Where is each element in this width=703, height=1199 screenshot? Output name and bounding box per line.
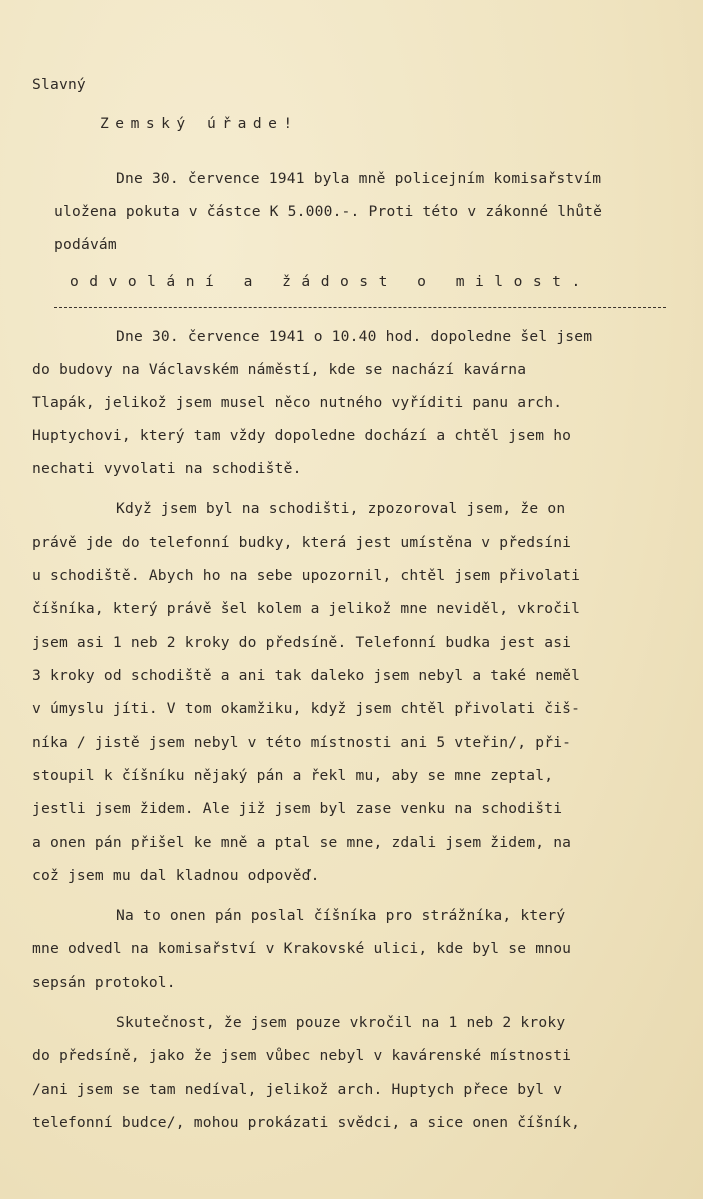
text-line: Tlapák, jelikož jsem musel něco nutného vyříditi panu arch. (32, 394, 563, 411)
text-line: číšníka, který právě šel kolem a jelikož mne neviděl, vkročil (32, 600, 581, 617)
intro-line: uložena pokuta v částce K 5.000.-. Proti této v zákonné lhůtě (54, 203, 603, 220)
text-line: telefonní budce/, mohou prokázati svědci, a sice onen číšník, (32, 1114, 581, 1131)
text-line: /ani jsem se tam nedíval, jelikož arch. Huptych přece byl v (32, 1081, 563, 1098)
text-line: Když jsem byl na schodišti, zpozoroval jsem, že on (116, 500, 566, 517)
text-line: jestli jsem židem. Ale již jsem byl zase venku na schodišti (32, 800, 563, 817)
text-line: sepsán protokol. (32, 974, 176, 991)
text-line: právě jde do telefonní budky, která jest umístěna v předsíni (32, 534, 572, 551)
text-line: nechati vyvolati na schodiště. (32, 460, 302, 477)
text-line: Huptychovi, který tam vždy dopoledne dochází a chtěl jsem ho (32, 427, 572, 444)
separator-line (54, 307, 666, 308)
text-line: Skutečnost, že jsem pouze vkročil na 1 neb 2 kroky (116, 1014, 566, 1031)
text-line: níka / jistě jsem nebyl v této místnosti ani 5 vteřin/, při- (32, 734, 572, 751)
text-line: Na to onen pán poslal číšníka pro strážníka, který (116, 907, 566, 924)
text-line: mne odvedl na komisařství v Krakovské ulici, kde byl se mnou (32, 940, 572, 957)
text-line: v úmyslu jíti. V tom okamžiku, když jsem chtěl přivolati čiš- (32, 700, 581, 717)
text-line: Dne 30. července 1941 o 10.40 hod. dopoledne šel jsem (116, 328, 593, 345)
text-line: u schodiště. Abych ho na sebe upozornil, chtěl jsem přivolati (32, 567, 581, 584)
text-line: stoupil k číšníku nějaký pán a řekl mu, aby se mne zeptal, (32, 767, 554, 784)
text-line: 3 kroky od schodiště a ani tak daleko jsem nebyl a také neměl (32, 667, 581, 684)
text-line: do předsíně, jako že jsem vůbec nebyl v kavárenské místnosti (32, 1047, 572, 1064)
salutation: Slavný (32, 76, 86, 93)
text-line: do budovy na Václavském náměstí, kde se nachází kavárna (32, 361, 527, 378)
intro-line: Dne 30. července 1941 byla mně policejním komisařstvím (116, 170, 602, 187)
text-line: a onen pán přišel ke mně a ptal se mne, zdali jsem židem, na (32, 834, 572, 851)
heading: odvolání a žádost o milost. (70, 273, 591, 290)
addressee: Zemský úřade! (100, 115, 299, 132)
intro-line: podávám (54, 236, 117, 253)
text-line: což jsem mu dal kladnou odpověď. (32, 867, 320, 884)
text-line: jsem asi 1 neb 2 kroky do předsíně. Telefonní budka jest asi (32, 634, 572, 651)
